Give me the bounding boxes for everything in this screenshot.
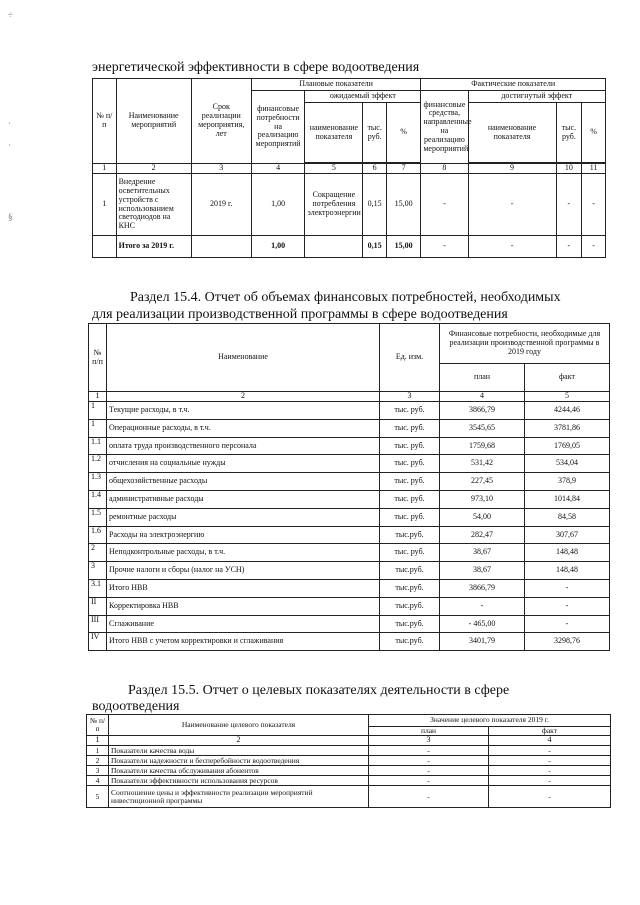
table-row [87, 786, 611, 808]
row-fin: 1,00 [251, 174, 305, 236]
row-ind: Сокращение потребления электроэнергии [305, 174, 363, 236]
row-name: отчисления на социальные нужды [107, 455, 380, 473]
row-name: административные расходы [107, 490, 380, 508]
row-fact: 3781,86 [525, 419, 610, 437]
header-name: Наименование целевого показателя [109, 715, 369, 736]
margin-mark: § [8, 212, 13, 222]
total-fin: 1,00 [251, 236, 305, 258]
header-expected: ожидаемый эффект [305, 91, 421, 103]
row-name: оплата труда производственного персонала [107, 437, 380, 455]
section-15-4-title: Раздел 15.4. Отчет об объемах финансовых потребностей, необходимых [130, 290, 561, 305]
col-number: 2 [116, 164, 191, 174]
header-no: № п/п [87, 715, 109, 736]
row-fact-pct: - [582, 174, 606, 236]
col-number: 5 [305, 164, 363, 174]
row-unit: тыс.руб. [380, 579, 440, 597]
header-plan: Плановые показатели [251, 79, 421, 91]
row-plan: - [369, 786, 489, 808]
energy-efficiency-table [92, 78, 606, 258]
header-pct: % [386, 103, 420, 163]
table-row [89, 615, 610, 633]
row-name: Прочие налоги и сборы (налог на УСН) [107, 562, 380, 580]
row-plan: 3866,79 [440, 579, 525, 597]
header-fin-fact: финансовые средства, направленные на реализацию мероприятий [421, 91, 468, 164]
col-number: 6 [363, 164, 387, 174]
col-number: 3 [369, 736, 489, 746]
row-fact: - [525, 615, 610, 633]
row-no: 2 [89, 544, 107, 562]
total-fact-pct: - [582, 236, 606, 258]
table-row [89, 455, 610, 473]
row-unit: тыс.руб. [380, 562, 440, 580]
col-number: 9 [468, 164, 556, 174]
row-no: 2 [87, 756, 109, 766]
row-name: Текущие расходы, в т.ч. [107, 402, 380, 420]
row-fact: - [489, 756, 611, 766]
row-plan: 531,42 [440, 455, 525, 473]
row-plan: - [369, 746, 489, 756]
row-unit: тыс. руб. [380, 419, 440, 437]
row-plan: 227,45 [440, 473, 525, 491]
row-name: Операционные расходы, в т.ч. [107, 419, 380, 437]
col-number: 1 [93, 164, 117, 174]
row-no: 1.6 [89, 526, 107, 544]
row-no: 1.4 [89, 490, 107, 508]
row-unit: тыс. руб. [380, 508, 440, 526]
header-plan: план [369, 727, 489, 736]
row-unit: тыс. руб. [380, 437, 440, 455]
row-name: Соотношение цены и эффективности реализации мероприятий инвестиционной программы [109, 786, 369, 808]
table-row [87, 766, 611, 776]
row-no: 3 [89, 562, 107, 580]
header-unit: Ед. изм. [380, 324, 440, 392]
row-no: 1 [89, 402, 107, 420]
row-fact: - [489, 766, 611, 776]
row-rub: 0,15 [363, 174, 387, 236]
col-number: 4 [251, 164, 305, 174]
margin-mark: · [8, 140, 11, 150]
header-name: Наименование мероприятий [116, 79, 191, 164]
header-ind-name: наименование показателя [305, 103, 363, 163]
row-unit: тыс. руб. [380, 544, 440, 562]
col-number: 2 [107, 392, 380, 402]
row-no: 1.1 [89, 437, 107, 455]
row-fact: 148,48 [525, 562, 610, 580]
row-fact: 534,04 [525, 455, 610, 473]
row-no: 1 [93, 174, 117, 236]
row-unit: тыс. руб. [380, 455, 440, 473]
row-name: Сглаживание [107, 615, 380, 633]
table-row [89, 473, 610, 491]
row-plan: 54,00 [440, 508, 525, 526]
row-name: Показатели надежности и бесперебойности водоотведения [109, 756, 369, 766]
row-unit: тыс.руб. [380, 615, 440, 633]
table-row [89, 633, 610, 651]
header-no: № п/п [93, 79, 117, 164]
row-unit: тыс. руб. [380, 402, 440, 420]
header-fin-needs: Финансовые потребности, необходимые для реализации производственной программы в 2019 году [440, 324, 610, 364]
row-fact: 1014,84 [525, 490, 610, 508]
row-name: Корректировка НВВ [107, 597, 380, 615]
total-pct: 15,00 [386, 236, 420, 258]
header-fin-plan: финансовые потребности на реализацию мероприятий [251, 91, 305, 164]
header-no: № п/п [89, 324, 107, 392]
row-plan: 38,67 [440, 562, 525, 580]
row-name: Итого НВВ [107, 579, 380, 597]
header-plan: план [440, 364, 525, 392]
section-15-5-title: Раздел 15.5. Отчет о целевых показателях деятельности в сфере [128, 683, 510, 698]
row-no: 5 [87, 786, 109, 808]
col-number: 3 [380, 392, 440, 402]
row-unit: тыс. руб. [380, 473, 440, 491]
row-no: 1.5 [89, 508, 107, 526]
row-plan: 282,47 [440, 526, 525, 544]
row-no: 3.1 [89, 579, 107, 597]
col-number: 5 [525, 392, 610, 402]
row-term: 2019 г. [191, 174, 251, 236]
row-name: Внедрение осветительных устройств с использованием светодиодов на КНС [116, 174, 191, 236]
row-plan: 1759,68 [440, 437, 525, 455]
table-row [89, 402, 610, 420]
row-name: Неподконтрольные расходы, в т.ч. [107, 544, 380, 562]
row-name: Показатели качества воды [109, 746, 369, 756]
row-unit: тыс.руб. [380, 597, 440, 615]
row-no: 1 [87, 746, 109, 756]
table-row [89, 437, 610, 455]
row-plan: - [369, 766, 489, 776]
row-plan: - [440, 597, 525, 615]
row-fact-ind: - [468, 174, 556, 236]
row-fact-fin: - [421, 174, 468, 236]
col-number: 1 [89, 392, 107, 402]
col-number: 8 [421, 164, 468, 174]
target-indicators-table [86, 714, 611, 808]
row-fact: - [489, 746, 611, 756]
header-value: Значение целевого показателя 2019 г. [369, 715, 611, 727]
row-name: общехозяйственные расходы [107, 473, 380, 491]
row-fact: 4244,46 [525, 402, 610, 420]
row-plan: 3401,79 [440, 633, 525, 651]
header-pct: % [582, 103, 606, 163]
col-number: 2 [109, 736, 369, 746]
table-row [87, 776, 611, 786]
table-row [87, 746, 611, 756]
section-15-5-subtitle: водоотведения [92, 699, 180, 714]
row-fact-rub: - [556, 174, 582, 236]
row-no: 1.2 [89, 455, 107, 473]
row-pct: 15,00 [386, 174, 420, 236]
total-fact-rub: - [556, 236, 582, 258]
header-fact: факт [525, 364, 610, 392]
header-name: Наименование [107, 324, 380, 392]
section-15-4-subtitle: для реализации производственной программы в сфере водоотведения [92, 307, 508, 322]
total-row [93, 236, 606, 258]
row-no: 1 [89, 419, 107, 437]
table-row [89, 562, 610, 580]
row-fact: 3298,76 [525, 633, 610, 651]
table-row [93, 174, 606, 236]
total-label: Итого за 2019 г. [116, 236, 191, 258]
financial-needs-table [88, 323, 610, 651]
header-term: Срок реализации мероприятия, лет [191, 79, 251, 164]
header-thous: тыс. руб. [363, 103, 387, 163]
col-number: 3 [191, 164, 251, 174]
header-thous: тыс. руб. [556, 103, 582, 163]
margin-mark: · [8, 118, 11, 128]
row-no: 4 [87, 776, 109, 786]
row-unit: тыс.руб. [380, 633, 440, 651]
row-unit: тыс. руб. [380, 490, 440, 508]
row-fact: 1769,05 [525, 437, 610, 455]
row-plan: - [369, 756, 489, 766]
row-fact: - [489, 776, 611, 786]
row-name: Показатели эффективности использования ресурсов [109, 776, 369, 786]
table-row [89, 508, 610, 526]
row-no: 3 [87, 766, 109, 776]
row-fact: 307,67 [525, 526, 610, 544]
row-name: Расходы на электроэнергию [107, 526, 380, 544]
total-fact-fin: - [421, 236, 468, 258]
row-fact: - [525, 579, 610, 597]
row-no: IV [89, 633, 107, 651]
row-fact: 378,9 [525, 473, 610, 491]
col-number: 4 [489, 736, 611, 746]
row-name: ремонтные расходы [107, 508, 380, 526]
header-fact: Фактические показатели [421, 79, 606, 91]
row-plan: 3866,79 [440, 402, 525, 420]
table-row [87, 756, 611, 766]
col-number: 11 [582, 164, 606, 174]
total-rub: 0,15 [363, 236, 387, 258]
row-plan: - 465,00 [440, 615, 525, 633]
row-plan: 3545,65 [440, 419, 525, 437]
row-plan: - [369, 776, 489, 786]
row-name: Показатели качества обслуживания абонентов [109, 766, 369, 776]
col-number: 10 [556, 164, 582, 174]
col-number: 1 [87, 736, 109, 746]
total-fact-ind: - [468, 236, 556, 258]
row-name: Итого НВВ с учетом корректировки и сглаживания [107, 633, 380, 651]
table-row [89, 526, 610, 544]
table-row [89, 419, 610, 437]
row-fact: - [525, 597, 610, 615]
row-unit: тыс.руб. [380, 526, 440, 544]
header-achieved: достигнутый эффект [468, 91, 605, 103]
row-fact: 84,58 [525, 508, 610, 526]
col-number: 7 [386, 164, 420, 174]
row-no: III [89, 615, 107, 633]
table-row [89, 544, 610, 562]
table-row [89, 597, 610, 615]
row-plan: 38,67 [440, 544, 525, 562]
row-plan: 973,10 [440, 490, 525, 508]
header-ind-name: наименование показателя [468, 103, 556, 163]
row-no: II [89, 597, 107, 615]
row-no: 1.3 [89, 473, 107, 491]
table-row [89, 579, 610, 597]
header-fact: факт [489, 727, 611, 736]
col-number: 4 [440, 392, 525, 402]
table1-title: энергетической эффективности в сфере водоотведения [92, 60, 420, 75]
table-row [89, 490, 610, 508]
row-fact: - [489, 786, 611, 808]
row-fact: 148,48 [525, 544, 610, 562]
margin-mark: ÷ [8, 10, 13, 20]
